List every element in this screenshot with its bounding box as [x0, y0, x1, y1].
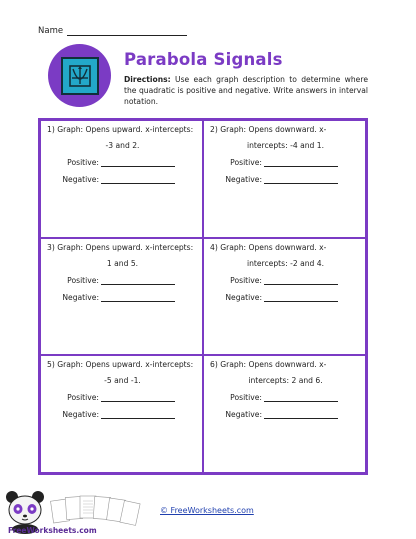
positive-answer-line[interactable] [264, 392, 338, 402]
negative-label: Negative: [62, 175, 99, 184]
negative-answer-line[interactable] [101, 292, 175, 302]
negative-answer-line[interactable] [264, 292, 338, 302]
problem-intercepts: intercepts: 2 and 6. [248, 376, 323, 386]
worksheet-logo-icon [48, 44, 111, 107]
problem-text: 5) Graph: Opens upward. x-intercepts: [47, 360, 194, 370]
negative-answer-line[interactable] [264, 174, 338, 184]
problem-intercepts: -5 and -1. [104, 376, 141, 386]
positive-label: Positive: [230, 158, 262, 167]
negative-answer-line[interactable] [101, 174, 175, 184]
positive-label: Positive: [67, 275, 99, 285]
page-title: Parabola Signals [124, 50, 283, 69]
problem-text: 6) Graph: Opens downward. x- [210, 360, 327, 370]
graph-symbol-icon [67, 63, 93, 89]
negative-label: Negative: [62, 410, 99, 420]
negative-label: Negative: [225, 175, 262, 184]
problem-cell [203, 355, 366, 473]
problem-intercepts: intercepts: -2 and 4. [246, 258, 325, 268]
negative-answer [47, 292, 198, 302]
positive-answer-line[interactable] [264, 275, 338, 285]
problem-cell [40, 355, 203, 473]
problem-intercepts: -3 and 2. [105, 141, 140, 150]
positive-answer [210, 157, 361, 167]
negative-label: Negative: [225, 410, 262, 420]
negative-answer [47, 174, 198, 184]
problem-text: 2) Graph: Opens downward. x- [210, 125, 327, 134]
positive-answer-line[interactable] [101, 275, 175, 285]
footer-link[interactable]: © FreeWorksheets.com [160, 506, 254, 515]
name-field [38, 26, 187, 36]
problem-text: 4) Graph: Opens downward. x- [210, 242, 327, 252]
positive-answer [210, 275, 361, 285]
positive-label: Positive: [230, 393, 262, 403]
name-input-line[interactable] [67, 26, 187, 36]
directions-label: Directions: [124, 75, 171, 84]
negative-label: Negative: [62, 292, 99, 302]
problem-cell [203, 120, 366, 238]
name-label: Name [38, 26, 64, 36]
logo-square [61, 57, 99, 95]
problem-intercepts: intercepts: -4 and 1. [246, 141, 325, 150]
problem-text: 1) Graph: Opens upward. x-intercepts: [47, 125, 194, 134]
problem-cell [40, 238, 203, 356]
positive-label: Positive: [230, 275, 262, 285]
problem-cell [203, 238, 366, 356]
negative-label: Negative: [225, 292, 262, 302]
problem-grid [38, 118, 368, 475]
positive-answer-line[interactable] [101, 157, 175, 167]
directions-text: Use each graph description to determine where the quadratic is positive and negative. Write answers in interval notation. [124, 75, 368, 106]
problem-cell [40, 120, 203, 238]
brand-logo-text: FreeWorksheets.com [8, 526, 97, 535]
positive-answer [47, 392, 198, 402]
negative-answer [210, 174, 361, 184]
negative-answer [210, 409, 361, 419]
negative-answer-line[interactable] [264, 409, 338, 419]
positive-answer [47, 275, 198, 285]
positive-answer [47, 157, 198, 167]
positive-answer-line[interactable] [101, 392, 175, 402]
negative-answer [210, 292, 361, 302]
positive-label: Positive: [67, 393, 99, 403]
positive-answer [210, 392, 361, 402]
positive-answer-line[interactable] [264, 157, 338, 167]
directions [124, 74, 368, 107]
negative-answer-line[interactable] [101, 409, 175, 419]
worksheet-thumbnails-icon [50, 492, 142, 526]
positive-label: Positive: [67, 158, 99, 167]
problem-text: 3) Graph: Opens upward. x-intercepts: [47, 242, 194, 252]
negative-answer [47, 409, 198, 419]
problem-intercepts: 1 and 5. [106, 258, 139, 268]
